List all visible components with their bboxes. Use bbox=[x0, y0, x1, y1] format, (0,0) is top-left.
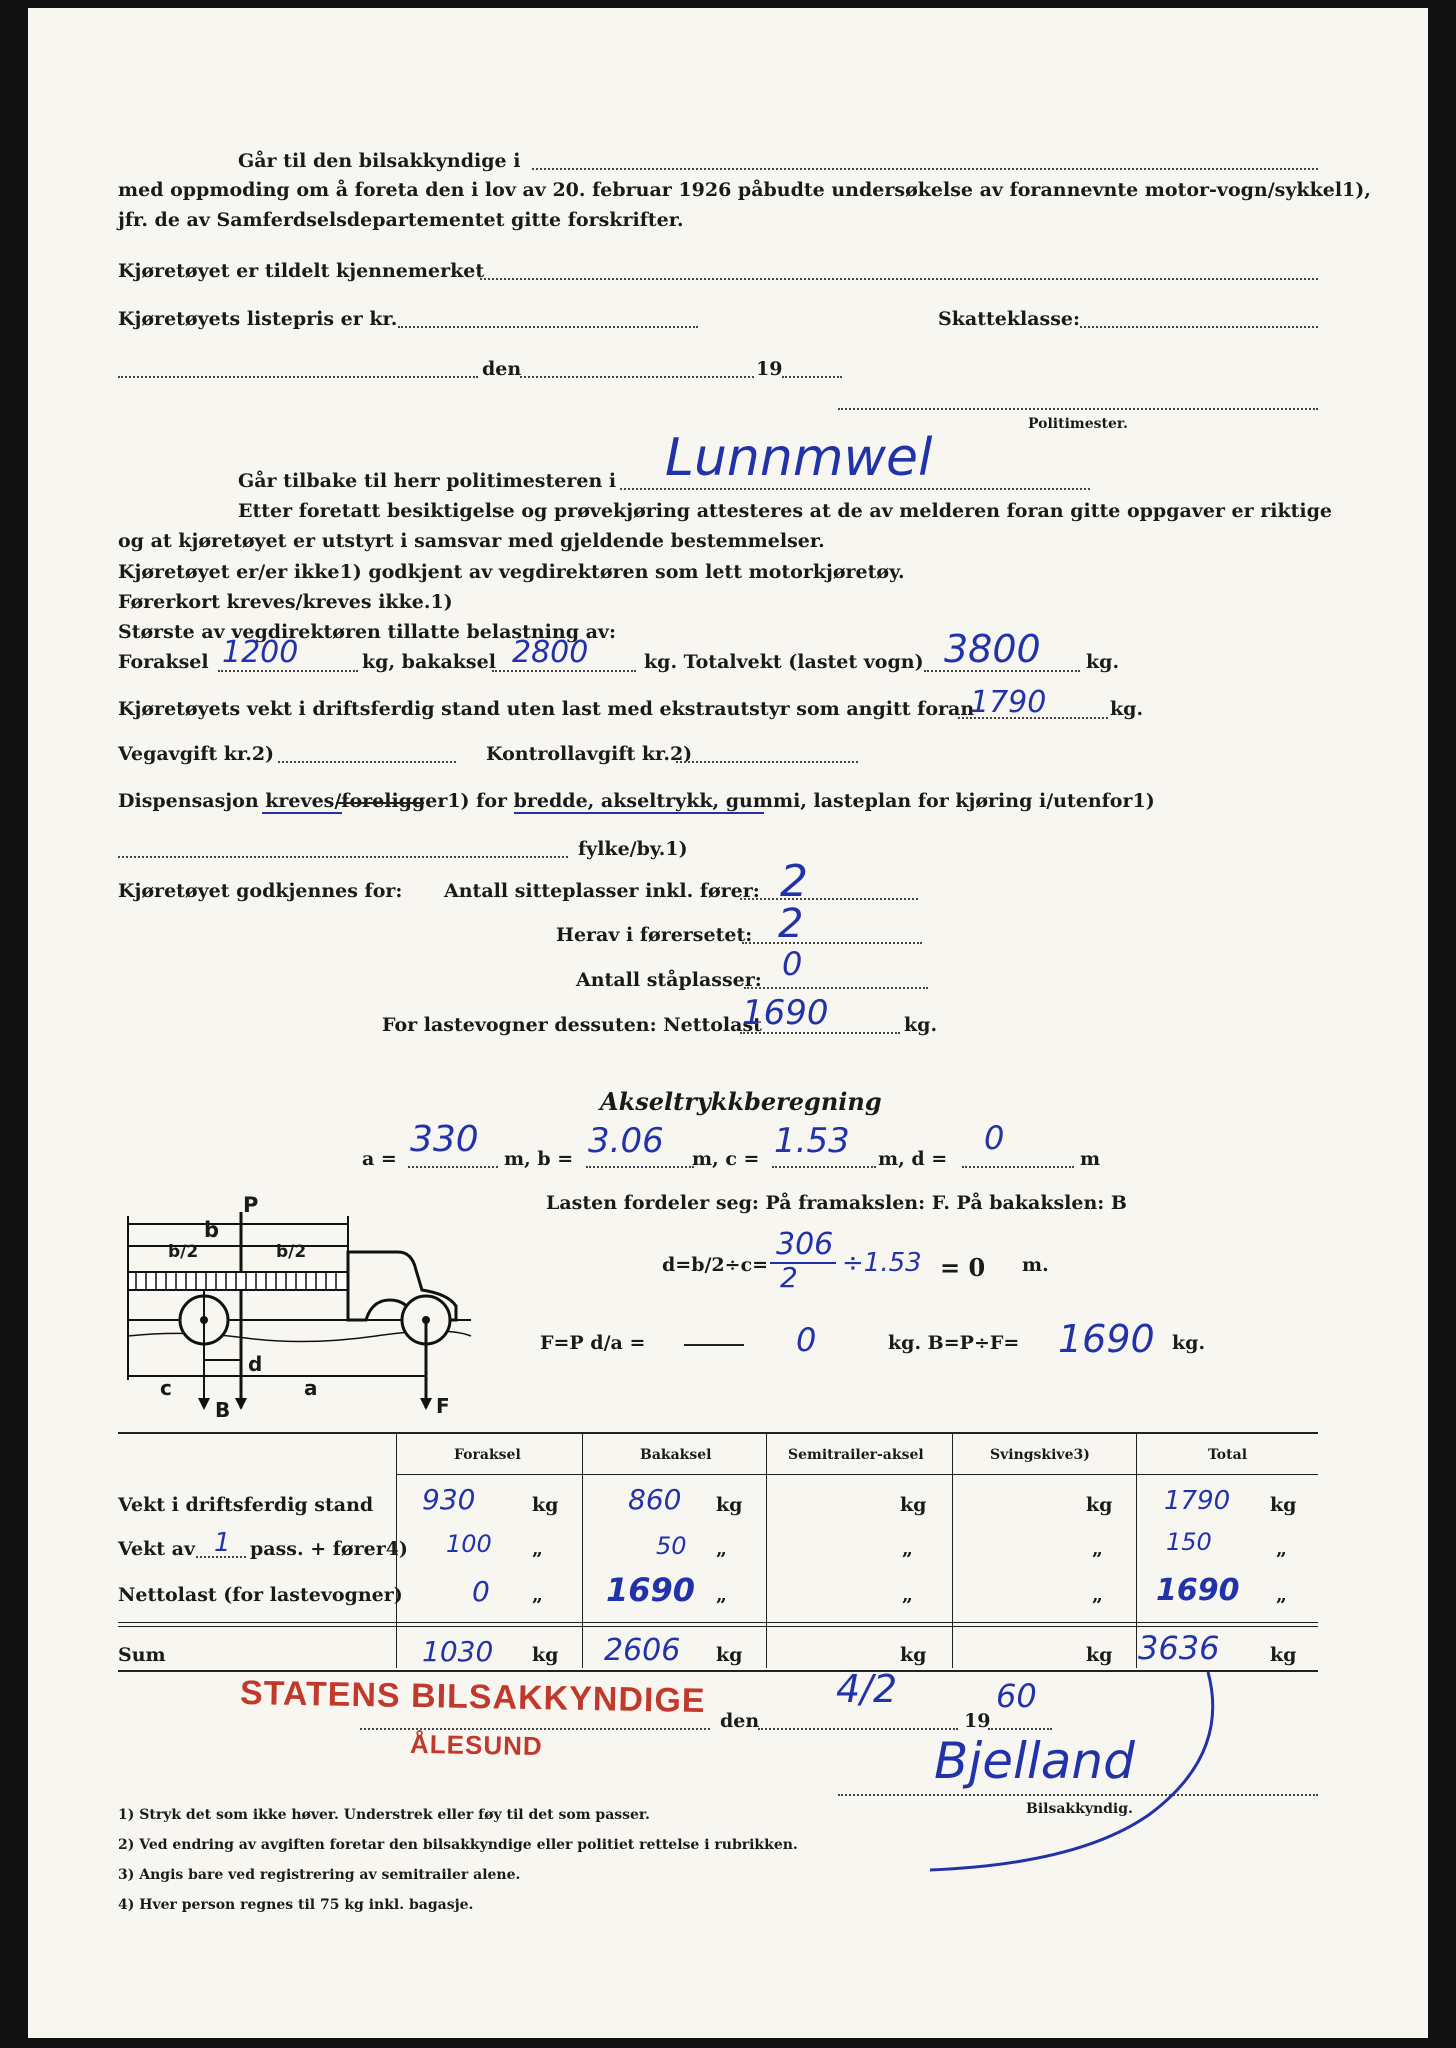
r1-unit-2: kg bbox=[716, 1494, 743, 1516]
sum-foraksel: 1030 bbox=[422, 1635, 494, 1668]
vekt-label: Kjøretøyets vekt i driftsferdig stand uten last med ekstrautstyr som angitt foran bbox=[118, 698, 975, 720]
skatteklasse-field[interactable] bbox=[1080, 326, 1318, 328]
r3-unit-3: „ bbox=[902, 1584, 913, 1606]
r3-unit-4: „ bbox=[1092, 1584, 1103, 1606]
d-formula: d=b/2÷c= bbox=[662, 1254, 769, 1276]
kreves-underline bbox=[262, 812, 342, 814]
f-dash bbox=[684, 1344, 744, 1346]
r3-unit-5: „ bbox=[1276, 1584, 1287, 1606]
fylke-field[interactable] bbox=[118, 856, 568, 858]
diagram-label-b: b bbox=[204, 1218, 220, 1242]
kjennemerke-label: Kjøretøyet er tildelt kjennemerket bbox=[118, 260, 485, 282]
signature-flourish bbox=[920, 1664, 1240, 1884]
place-signature: Lunnmwel bbox=[665, 428, 933, 488]
b-kg: kg. bbox=[1172, 1332, 1206, 1354]
bakaksel-label: kg, bakaksel bbox=[362, 651, 496, 673]
d-minus: ÷1.53 bbox=[842, 1248, 922, 1278]
diagram-label-b2b: b/2 bbox=[276, 1242, 307, 1262]
line3-text: jfr. de av Samferdselsdepartementet gitte forskrifter. bbox=[118, 209, 684, 231]
r3-bakaksel: 1690 bbox=[606, 1571, 696, 1609]
kontrollavgift-field[interactable] bbox=[676, 761, 858, 763]
r2-unit-3: „ bbox=[902, 1538, 913, 1560]
col-header-foraksel: Foraksel bbox=[454, 1447, 521, 1463]
line2-text: med oppmoding om å foreta den i lov av 20. februar 1926 påbudte undersøkelse av forannevnte motor-vogn/sykkel1), bbox=[118, 179, 1371, 201]
table-col-sep-5 bbox=[1136, 1432, 1137, 1668]
fylke-label: fylke/by.1) bbox=[578, 838, 688, 860]
nettolast-label: For lastevogner dessuten: Nettolast bbox=[382, 1014, 762, 1036]
d-field[interactable] bbox=[962, 1166, 1074, 1168]
staplasser-label: Antall ståplasser: bbox=[576, 969, 762, 991]
place-field[interactable] bbox=[118, 376, 478, 378]
politimester-signature-field[interactable] bbox=[838, 408, 1318, 410]
foraksel-field[interactable] bbox=[218, 670, 358, 672]
nettolast-value: 1690 bbox=[742, 993, 829, 1033]
col-header-total: Total bbox=[1208, 1447, 1248, 1463]
b-field[interactable] bbox=[586, 1166, 694, 1168]
sitteplasser-label: Antall sitteplasser inkl. fører: bbox=[444, 880, 760, 902]
mb-label: m, b = bbox=[504, 1148, 574, 1170]
stamp-line1: STATENS BILSAKKYNDIGE bbox=[239, 1673, 706, 1721]
footnote-1: 1) Stryk det som ikke høver. Understrek eller føy til det som passer. bbox=[118, 1807, 650, 1823]
r2-unit-5: „ bbox=[1276, 1538, 1287, 1560]
skatteklasse-label: Skatteklasse: bbox=[938, 308, 1081, 330]
forersetet-label: Herav i førersetet: bbox=[556, 924, 753, 946]
sum-bakaksel: 2606 bbox=[604, 1633, 681, 1668]
mc-label: m, c = bbox=[692, 1148, 760, 1170]
row-label-vekt-av: Vekt av bbox=[118, 1538, 195, 1560]
date-field[interactable] bbox=[520, 376, 754, 378]
md-label: m, d = bbox=[878, 1148, 948, 1170]
sum-unit-4: kg bbox=[1086, 1644, 1113, 1666]
footnote-4: 4) Hver person regnes til 75 kg inkl. bagasje. bbox=[118, 1897, 474, 1913]
attest-line2: og at kjøretøyet er utstyrt i samsvar med gjeldende bestemmelser. bbox=[118, 530, 825, 552]
d-den: 2 bbox=[780, 1261, 798, 1294]
sum-top-rule-1 bbox=[118, 1622, 1318, 1623]
footer-den-label: den bbox=[720, 1710, 760, 1732]
bilsakkyndig-signature: Bjelland bbox=[934, 1732, 1135, 1790]
r1-unit-5: kg bbox=[1270, 1494, 1297, 1516]
foreligger-strike bbox=[336, 802, 424, 804]
footnote-3: 3) Angis bare ved registrering av semitrailer alene. bbox=[118, 1867, 521, 1883]
r3-unit-1: „ bbox=[532, 1584, 543, 1606]
r2-total: 150 bbox=[1166, 1528, 1212, 1556]
bredde-underline bbox=[514, 812, 764, 814]
kjennemerke-field[interactable] bbox=[480, 278, 1318, 280]
attest-line1: Etter foretatt besiktigelse og prøvekjøring attesteres at de av melderen foran gitte oppgaver er riktige bbox=[238, 500, 1333, 522]
diagram-label-f: F bbox=[436, 1394, 450, 1418]
r2-bakaksel: 50 bbox=[656, 1532, 687, 1560]
diagram-label-a: a bbox=[304, 1376, 318, 1400]
pass-count: 1 bbox=[214, 1528, 231, 1558]
vegavgift-field[interactable] bbox=[278, 761, 456, 763]
a-field[interactable] bbox=[408, 1166, 498, 1168]
footer-year-prefix: 19 bbox=[964, 1710, 991, 1732]
year-prefix: 19 bbox=[756, 358, 783, 380]
f-formula: F=P d/a = bbox=[540, 1332, 646, 1354]
stamp-line2: ÅLESUND bbox=[409, 1728, 543, 1762]
r3-total: 1690 bbox=[1156, 1573, 1240, 1608]
godkjennes-label: Kjøretøyet godkjennes for: bbox=[118, 880, 403, 902]
sum-unit-3: kg bbox=[900, 1644, 927, 1666]
row-label-nettolast: Nettolast (for lastevogner) bbox=[118, 1584, 403, 1606]
sitteplasser-field[interactable] bbox=[740, 898, 918, 900]
year-field[interactable] bbox=[782, 376, 842, 378]
calc-title: Akseltrykkberegning bbox=[600, 1087, 882, 1116]
staplasser-field[interactable] bbox=[744, 987, 928, 989]
d-value: 0 bbox=[984, 1119, 1005, 1157]
diagram-label-b2a: b/2 bbox=[168, 1242, 199, 1262]
footer-year-value: 60 bbox=[996, 1677, 1037, 1715]
foraksel-label: Foraksel bbox=[118, 651, 209, 673]
footnote-2: 2) Ved endring av avgiften foretar den bilsakkyndige eller politiet rettelse i rubrikken. bbox=[118, 1837, 798, 1853]
listepris-label: Kjøretøyets listepris er kr. bbox=[118, 308, 398, 330]
totalvekt-value: 3800 bbox=[944, 627, 1041, 671]
footer-date-value: 4/2 bbox=[836, 1667, 898, 1711]
d-result: = 0 bbox=[940, 1253, 986, 1282]
table-col-sep-4 bbox=[952, 1432, 953, 1668]
row-label-driftsferdig: Vekt i driftsferdig stand bbox=[118, 1494, 374, 1516]
bilsakkyndige-field[interactable] bbox=[532, 168, 1318, 170]
r2-unit-4: „ bbox=[1092, 1538, 1103, 1560]
diagram-label-c: c bbox=[160, 1376, 172, 1400]
col-header-semitrailer: Semitrailer-aksel bbox=[788, 1447, 924, 1463]
r2-unit-1: „ bbox=[532, 1538, 543, 1560]
d-num: 306 bbox=[776, 1227, 834, 1262]
col-header-svingskive: Svingskive3) bbox=[990, 1447, 1090, 1463]
b-result: 1690 bbox=[1058, 1317, 1155, 1361]
dispensasjon-label: Dispensasjon kreves/foreligger1) for bredde, akseltrykk, gummi, lasteplan for kjøring i/utenfor1) bbox=[118, 790, 1155, 812]
r3-unit-2: „ bbox=[716, 1584, 727, 1606]
sum-unit-2: kg bbox=[716, 1644, 743, 1666]
b-formula: kg. B=P÷F= bbox=[888, 1332, 1020, 1354]
bakaksel-field[interactable] bbox=[492, 670, 636, 672]
vekt-kg: kg. bbox=[1110, 698, 1144, 720]
nettolast-kg: kg. bbox=[904, 1014, 938, 1036]
r1-unit-3: kg bbox=[900, 1494, 927, 1516]
storste-line: Største av vegdirektøren tillatte belastning av: bbox=[118, 621, 616, 643]
totalvekt-kg: kg. bbox=[1086, 651, 1120, 673]
forersetet-field[interactable] bbox=[742, 942, 922, 944]
a-label: a = bbox=[362, 1148, 397, 1170]
return-place-field[interactable] bbox=[620, 488, 1090, 490]
politimester-label: Politimester. bbox=[1028, 416, 1128, 432]
sum-unit-5: kg bbox=[1270, 1644, 1297, 1666]
r1-unit-1: kg bbox=[532, 1494, 559, 1516]
forerkort-line: Førerkort kreves/kreves ikke.1) bbox=[118, 591, 453, 613]
col-header-bakaksel: Bakaksel bbox=[640, 1447, 712, 1463]
bakaksel-value: 2800 bbox=[512, 635, 589, 670]
diagram-label-bb: B bbox=[215, 1398, 231, 1422]
vegavgift-label: Vegavgift kr.2) bbox=[118, 743, 275, 765]
sum-top-rule-2 bbox=[118, 1626, 1318, 1627]
den-label: den bbox=[482, 358, 522, 380]
b-value: 3.06 bbox=[588, 1121, 664, 1161]
forersetet-value: 2 bbox=[778, 901, 804, 947]
header-underline bbox=[396, 1474, 1318, 1475]
r2-unit-2: „ bbox=[716, 1538, 727, 1560]
a-value: 330 bbox=[410, 1119, 479, 1160]
r1-total: 1790 bbox=[1164, 1486, 1231, 1516]
foraksel-value: 1200 bbox=[222, 635, 299, 670]
m-unit: m bbox=[1080, 1148, 1101, 1170]
listepris-field[interactable] bbox=[398, 326, 698, 328]
line1-label: Går til den bilsakkyndige i bbox=[238, 150, 521, 172]
sum-total: 3636 bbox=[1138, 1629, 1220, 1667]
vekt-value: 1790 bbox=[970, 685, 1047, 720]
table-col-sep-3 bbox=[766, 1432, 767, 1668]
table-col-sep-2 bbox=[582, 1432, 583, 1668]
sitteplasser-value: 2 bbox=[780, 856, 808, 907]
diagram-label-d: d bbox=[248, 1352, 263, 1376]
c-field[interactable] bbox=[772, 1166, 876, 1168]
f-result: 0 bbox=[796, 1321, 817, 1359]
r1-unit-4: kg bbox=[1086, 1494, 1113, 1516]
m-dot: m. bbox=[1022, 1254, 1049, 1276]
sum-unit-1: kg bbox=[532, 1644, 559, 1666]
diagram-label-p: P bbox=[243, 1193, 259, 1217]
place-field-footer[interactable] bbox=[360, 1728, 710, 1730]
lasten-text: Lasten fordeler seg: På framakslen: F. På bakakslen: B bbox=[546, 1192, 1127, 1214]
row-label-pass: pass. + fører4) bbox=[250, 1538, 408, 1560]
return-label: Går tilbake til herr politimesteren i bbox=[238, 470, 617, 492]
r2-foraksel: 100 bbox=[446, 1530, 492, 1558]
r1-bakaksel: 860 bbox=[628, 1483, 682, 1516]
table-top-rule bbox=[118, 1432, 1318, 1434]
sum-label: Sum bbox=[118, 1644, 166, 1666]
staplasser-value: 0 bbox=[782, 945, 803, 983]
kontrollavgift-label: Kontrollavgift kr.2) bbox=[486, 743, 693, 765]
c-value: 1.53 bbox=[774, 1121, 850, 1161]
r1-foraksel: 930 bbox=[422, 1483, 476, 1516]
r3-foraksel: 0 bbox=[472, 1575, 490, 1608]
totalvekt-label: kg. Totalvekt (lastet vogn) bbox=[644, 651, 924, 673]
godkjent-line: Kjøretøyet er/er ikke1) godkjent av vegdirektøren som lett motorkjøretøy. bbox=[118, 561, 905, 583]
bilsakkyndig-label: Bilsakkyndig. bbox=[1026, 1801, 1133, 1817]
